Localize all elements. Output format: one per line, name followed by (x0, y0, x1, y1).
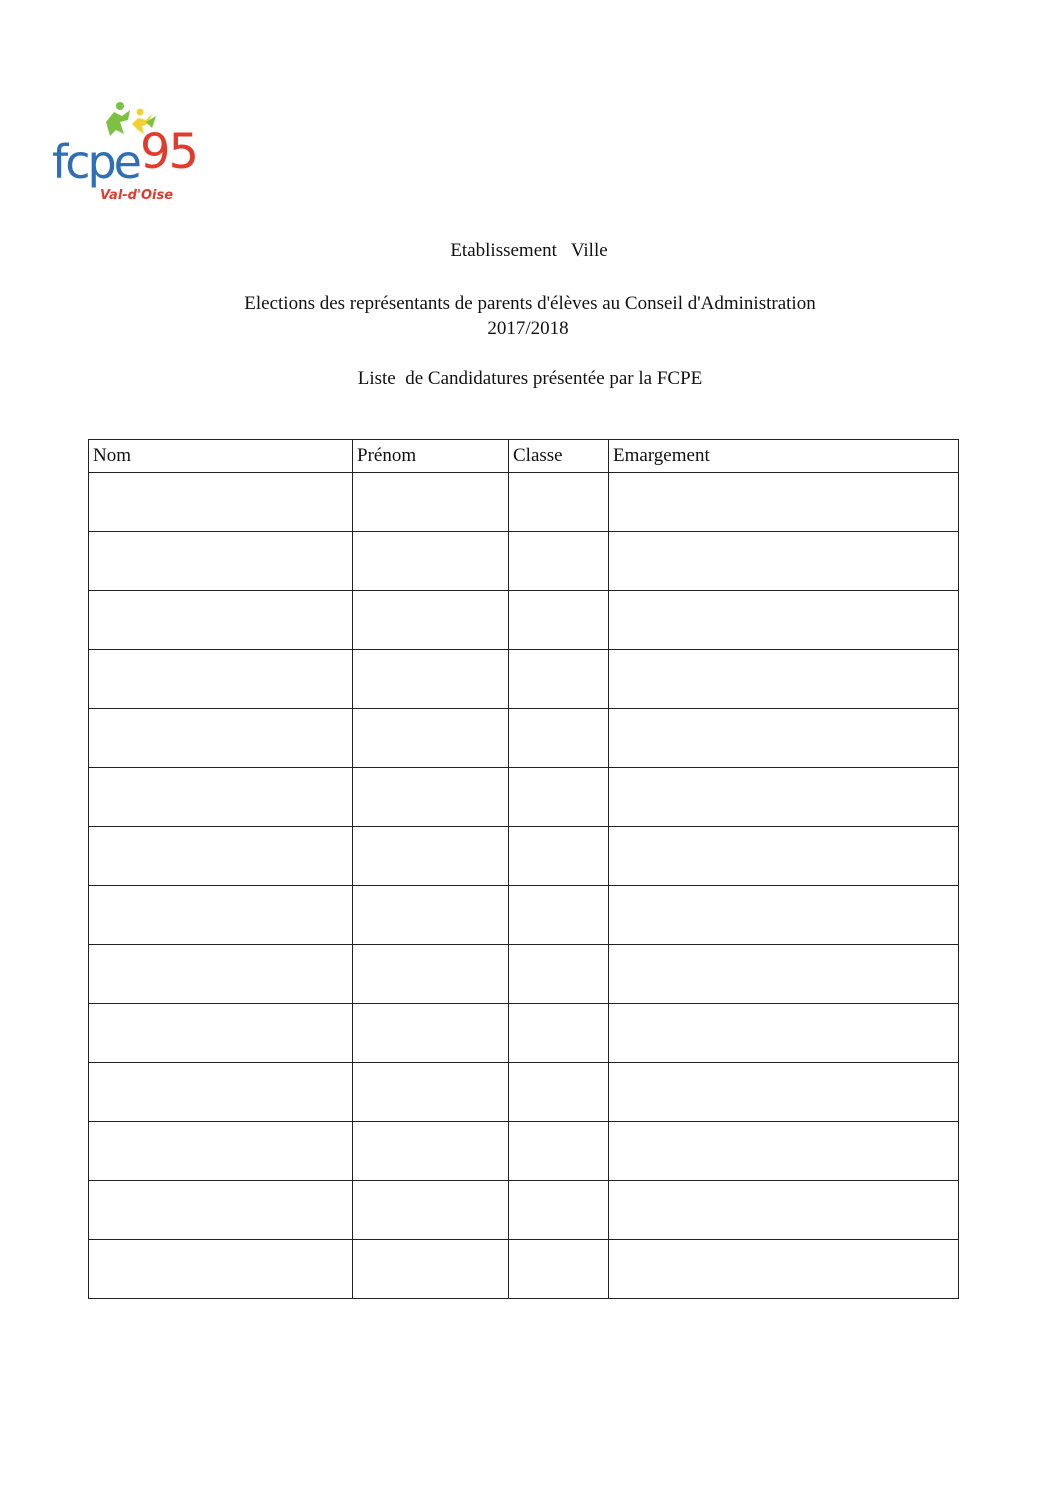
cell-classe[interactable] (509, 1181, 609, 1240)
cell-nom[interactable] (89, 1122, 353, 1181)
table-row (89, 709, 959, 768)
table-row (89, 768, 959, 827)
cell-prenom[interactable] (353, 886, 509, 945)
table-header-row (89, 440, 959, 473)
cell-nom[interactable] (89, 768, 353, 827)
table-row (89, 945, 959, 1004)
school-year: 2017/2018 (487, 318, 569, 339)
cell-classe[interactable] (509, 1004, 609, 1063)
cell-classe[interactable] (509, 1240, 609, 1299)
cell-prenom[interactable] (353, 532, 509, 591)
cell-emargement[interactable] (609, 945, 959, 1004)
cell-nom[interactable] (89, 1004, 353, 1063)
table-row (89, 591, 959, 650)
cell-emargement[interactable] (609, 709, 959, 768)
table-row (89, 1181, 959, 1240)
cell-emargement[interactable] (609, 1063, 959, 1122)
column-header-classe: Classe (509, 440, 609, 473)
cell-classe[interactable] (509, 945, 609, 1004)
cell-classe[interactable] (509, 1063, 609, 1122)
cell-classe[interactable] (509, 768, 609, 827)
cell-emargement[interactable] (609, 1181, 959, 1240)
cell-classe[interactable] (509, 827, 609, 886)
cell-prenom[interactable] (353, 768, 509, 827)
table-body (89, 473, 959, 1299)
cell-emargement[interactable] (609, 591, 959, 650)
establishment-line: Etablissement Ville (450, 240, 608, 261)
cell-nom[interactable] (89, 1181, 353, 1240)
cell-classe[interactable] (509, 650, 609, 709)
cell-emargement[interactable] (609, 650, 959, 709)
cell-emargement[interactable] (609, 768, 959, 827)
cell-emargement[interactable] (609, 1004, 959, 1063)
cell-nom[interactable] (89, 650, 353, 709)
cell-nom[interactable] (89, 886, 353, 945)
cell-nom[interactable] (89, 709, 353, 768)
cell-nom[interactable] (89, 591, 353, 650)
logo-brand-text: fcpe (52, 135, 139, 189)
cell-classe[interactable] (509, 532, 609, 591)
cell-prenom[interactable] (353, 1122, 509, 1181)
cell-prenom[interactable] (353, 1181, 509, 1240)
cell-nom[interactable] (89, 1240, 353, 1299)
column-header-nom: Nom (89, 440, 353, 473)
cell-prenom[interactable] (353, 650, 509, 709)
table-row (89, 1063, 959, 1122)
cell-prenom[interactable] (353, 473, 509, 532)
cell-classe[interactable] (509, 591, 609, 650)
logo-number-text: 95 (140, 124, 198, 180)
cell-nom[interactable] (89, 473, 353, 532)
cell-prenom[interactable] (353, 827, 509, 886)
cell-classe[interactable] (509, 1122, 609, 1181)
table-row (89, 532, 959, 591)
cell-classe[interactable] (509, 709, 609, 768)
cell-nom[interactable] (89, 1063, 353, 1122)
table-row (89, 1004, 959, 1063)
list-title: Liste de Candidatures présentée par la FCPE (357, 368, 703, 389)
table-row (89, 1240, 959, 1299)
cell-emargement[interactable] (609, 473, 959, 532)
table-row (89, 827, 959, 886)
cell-emargement[interactable] (609, 532, 959, 591)
fcpe95-logo (48, 100, 218, 210)
cell-emargement[interactable] (609, 1240, 959, 1299)
logo-subtitle: Val-d'Oise (100, 188, 174, 203)
cell-nom[interactable] (89, 945, 353, 1004)
table-row (89, 1122, 959, 1181)
table-row (89, 473, 959, 532)
cell-emargement[interactable] (609, 886, 959, 945)
cell-classe[interactable] (509, 886, 609, 945)
election-title: Elections des représentants de parents d'élèves au Conseil d'Administration (244, 293, 816, 314)
cell-prenom[interactable] (353, 1063, 509, 1122)
column-header-prenom: Prénom (353, 440, 509, 473)
cell-prenom[interactable] (353, 1240, 509, 1299)
cell-nom[interactable] (89, 532, 353, 591)
candidates-table (88, 439, 959, 1299)
cell-emargement[interactable] (609, 827, 959, 886)
table-row (89, 650, 959, 709)
cell-prenom[interactable] (353, 945, 509, 1004)
cell-classe[interactable] (509, 473, 609, 532)
cell-prenom[interactable] (353, 591, 509, 650)
cell-prenom[interactable] (353, 1004, 509, 1063)
cell-nom[interactable] (89, 827, 353, 886)
cell-emargement[interactable] (609, 1122, 959, 1181)
cell-prenom[interactable] (353, 709, 509, 768)
table-row (89, 886, 959, 945)
column-header-emargement: Emargement (609, 440, 959, 473)
